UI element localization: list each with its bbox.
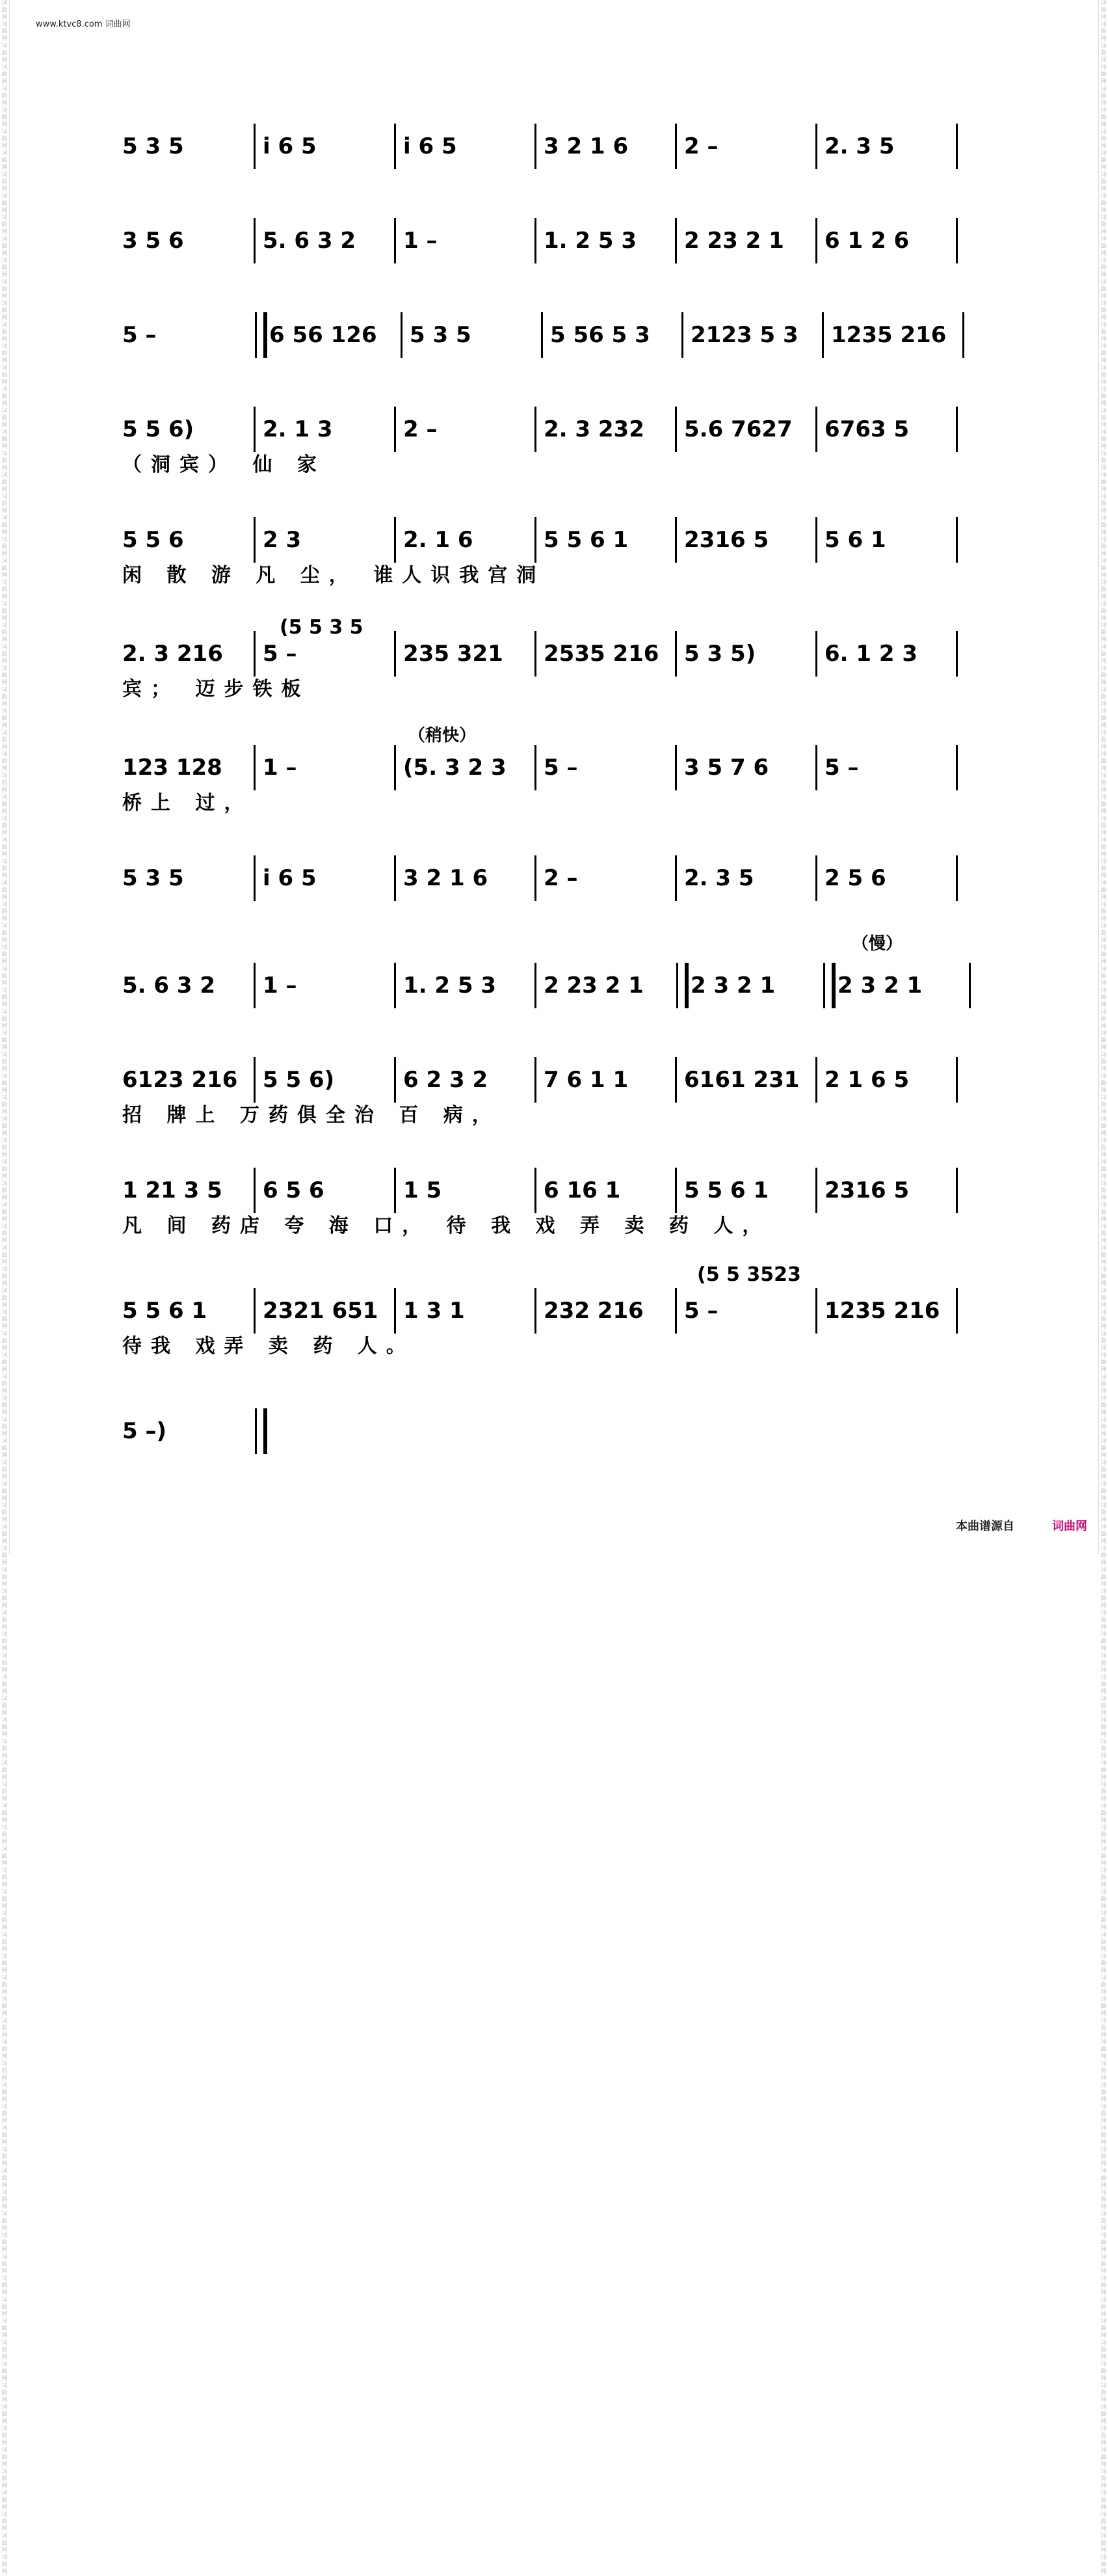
measure-notes: 2 1 6 5 [824,1067,910,1093]
barline [956,855,958,901]
measure-notes: 2. 3 5 [684,865,754,891]
barline [675,124,677,169]
barline [956,218,958,263]
barline [254,1288,256,1334]
measure-notes: 2. 1 3 [263,416,333,442]
barline [254,1168,256,1213]
measure-notes: 2 – [544,865,578,891]
staff-system [122,1418,974,1509]
barline [394,963,396,1008]
lyric-line: 招 牌上 万药俱全治 百 病， [122,1104,501,1127]
measure-notes: 1 – [263,755,297,781]
measure-notes: 2 – [403,416,438,442]
measure-notes: (5. 3 2 3 [403,755,507,781]
intro-annotation-b: (5 5 3523 [697,1263,801,1286]
barline [541,312,543,358]
barline [956,1288,958,1334]
measure-notes: 2 3 2 1 [691,973,776,999]
barline [956,407,958,452]
barline [675,1288,677,1334]
measure-notes: 2123 5 3 [691,322,798,348]
barline [534,631,536,677]
measure-notes: 1235 216 [824,1298,940,1324]
barline [534,407,536,452]
measure-notes: 5 3 5 [410,322,471,348]
footer-brand-link[interactable]: 词曲网 [1052,1520,1087,1533]
measure-notes: i 6 5 [263,133,317,159]
measure-notes: 6 1 2 6 [824,228,910,254]
barline [534,745,536,790]
barline [815,745,817,790]
barline [534,855,536,901]
measure-notes: 1. 2 5 3 [544,228,637,254]
barline [254,517,256,563]
measure-notes: 5 –) [122,1418,167,1444]
barline [675,1168,677,1213]
barline [534,1288,536,1334]
barline [534,124,536,169]
measure-notes: 5.6 7627 [684,416,793,442]
staff-system [122,322,974,413]
barline [815,631,817,677]
measure-notes: 6123 216 [122,1067,238,1093]
barline [394,517,396,563]
lyric-line: 凡 间 药店 夸 海 口， 待 我 戏 弄 卖 药 人， [122,1214,771,1237]
staff-system [122,755,974,846]
measure-notes: 2. 3 232 [544,416,644,442]
barline [675,407,677,452]
barline [254,745,256,790]
site-url-text: www.ktvc8.com [36,20,103,29]
barline [254,1057,256,1103]
barline [675,218,677,263]
repeat-barline [823,963,836,1008]
measure-notes: 1 – [403,228,438,254]
measure-notes: 123 128 [122,755,222,781]
staff-system [122,133,974,224]
measure-notes: 6. 1 2 3 [824,641,918,667]
barline [394,1057,396,1103]
measure-notes: 5 – [122,322,157,348]
measure-notes: i 6 5 [403,133,457,159]
lyric-line: （洞宾） 仙 家 [122,453,326,476]
staff-system [122,641,974,732]
barline [815,1168,817,1213]
measure-notes: 3 2 1 6 [544,133,629,159]
measure-notes: i 6 5 [263,865,317,891]
staff-system [122,527,974,618]
barline [534,1057,536,1103]
measure-notes: 6 5 6 [263,1177,324,1203]
barline [675,631,677,677]
barline [394,745,396,790]
staff-system [122,416,974,507]
measure-notes: 2316 5 [684,527,769,553]
measure-notes: 1. 2 5 3 [403,973,497,999]
final-barline [255,1408,267,1454]
repeat-barline [255,312,267,358]
measure-notes: 2 23 2 1 [684,228,784,254]
measure-notes: 2316 5 [824,1177,910,1203]
measure-notes: 2 3 [263,527,302,553]
lyric-line: 宾； 迈步铁板 [122,678,310,701]
measure-notes: 2. 3 216 [122,641,223,667]
measure-notes: 2535 216 [544,641,659,667]
measure-notes: 5 – [684,1298,719,1324]
barline [956,1168,958,1213]
right-watermark-strip: 词曲网 词曲网 词曲网 词曲网 词曲网 词曲网 词曲网 词曲网 词曲网 词曲网 词曲网 词曲网 词曲网 词曲网 词曲网 词曲网 词曲网 词曲网 词曲网 词曲网 词曲网 词曲网 词曲网 词曲网 词曲网 词曲网 词曲网 词曲网 词曲网 词曲网 词曲网 词曲网 词曲网 词曲网 词曲网 词曲网 词曲网 词曲网 词曲网 词曲网 词曲网 词曲网 词曲网 词曲网 词曲网 词曲网 词曲网 词曲网 词曲网 词曲网 词曲网 词曲网 词曲网 词曲网 词曲网 词曲网 词曲网 词曲网 词曲网 词曲网 词曲网 词曲网 词曲网 词曲网 词曲网 词曲网 词曲网 词曲网 词曲网 词曲网 词曲网 词曲网 词曲网 词曲网 词曲网 词曲网 词曲网 词曲网 词曲网 词曲网 词曲网 词曲网 词曲网 词曲网 词曲网 词曲网 词曲网 词曲网 词曲网 词曲网 词曲网 词曲网 词曲网 词曲网 词曲网 词曲网 词曲网 词曲网 词曲网 词曲网 词曲网 词曲网 词曲网 词曲网 词曲网 词曲网 词曲网 词曲网 词曲网 词曲网 词曲网 词曲网 词曲网 词曲网 词曲网 词曲网 词曲网 词曲网 词曲网 词曲网 [1098,0,1108,1554]
measure-notes: 5 5 6 1 [122,1298,207,1324]
measure-notes: 5 5 6 1 [684,1177,769,1203]
measure-notes: 3 5 7 6 [684,755,769,781]
measure-notes: 2. 3 5 [824,133,895,159]
barline [394,407,396,452]
barline [394,218,396,263]
staff-system [122,1298,974,1389]
intro-annotation-a: (5 5 3 5 [280,616,363,639]
barline [394,1288,396,1334]
repeat-barline [676,963,689,1008]
measure-notes: 232 216 [544,1298,644,1324]
staff-system [122,973,974,1064]
measure-notes: 5 3 5 [122,865,184,891]
footer-source-label: 本曲谱源自 [956,1520,1014,1533]
barline [254,407,256,452]
barline [675,745,677,790]
measure-notes: 3 5 6 [122,228,184,254]
measure-notes: 5 5 6 [122,527,184,553]
staff-system [122,1177,974,1268]
barline [534,218,536,263]
barline [815,855,817,901]
barline [534,1168,536,1213]
measure-notes: 6161 231 [684,1067,800,1093]
barline [815,407,817,452]
measure-notes: 5 – [824,755,859,781]
barline [254,124,256,169]
measure-notes: 5 56 5 3 [550,322,650,348]
site-name-text: 词曲网 [105,20,131,29]
measure-notes: 5 – [263,641,297,667]
measure-notes: 5 5 6) [263,1067,335,1093]
lyric-line: 桥上 过， [122,792,253,814]
barline [815,1057,817,1103]
measure-notes: 1235 216 [831,322,947,348]
barline [681,312,683,358]
lyric-line: 待我 戏弄 卖 药 人。 [122,1335,415,1358]
barline [815,517,817,563]
barline [675,517,677,563]
measure-notes: 235 321 [403,641,503,667]
measure-notes: 3 2 1 6 [403,865,488,891]
measure-notes: 1 21 3 5 [122,1177,222,1203]
barline [815,124,817,169]
measure-notes: 2 3 2 1 [838,973,923,999]
measure-notes: 5. 6 3 2 [263,228,356,254]
tempo-mark-slightly-faster: （稍快） [408,726,477,745]
barline [394,631,396,677]
barline [815,1288,817,1334]
barline [675,1057,677,1103]
staff-system [122,865,974,956]
measure-notes: 2321 651 [263,1298,378,1324]
barline [254,218,256,263]
measure-notes: 2 5 6 [824,865,886,891]
measure-notes: 1 3 1 [403,1298,465,1324]
barline [969,963,971,1008]
barline [254,855,256,901]
lyric-line: 闲 散 游 凡 尘， 谁人识我宫洞 [122,564,546,587]
measure-notes: 6763 5 [824,416,910,442]
measure-notes: 1 – [263,973,297,999]
measure-notes: 6 56 126 [269,322,377,348]
measure-notes: 6 16 1 [544,1177,621,1203]
barline [534,963,536,1008]
barline [962,312,964,358]
barline [815,218,817,263]
measure-notes: 5 3 5) [684,641,756,667]
measure-notes: 5 5 6 1 [544,527,629,553]
measure-notes: 5 – [544,755,578,781]
barline [394,124,396,169]
staff-system [122,228,974,319]
barline [394,855,396,901]
barline [956,745,958,790]
measure-notes: 5 6 1 [824,527,886,553]
barline [254,963,256,1008]
measure-notes: 2 – [684,133,719,159]
measure-notes: 5 3 5 [122,133,184,159]
measure-notes: 5 5 6) [122,416,194,442]
measure-notes: 2. 1 6 [403,527,473,553]
measure-notes: 6 2 3 2 [403,1067,488,1093]
measure-notes: 5. 6 3 2 [122,973,216,999]
barline [956,1057,958,1103]
barline [956,517,958,563]
tempo-mark-slow: （慢） [852,934,903,954]
barline [822,312,824,358]
barline [956,631,958,677]
barline [394,1168,396,1213]
barline [534,517,536,563]
staff-system [122,1067,974,1158]
measure-notes: 7 6 1 1 [544,1067,629,1093]
barline [675,855,677,901]
measure-notes: 1 5 [403,1177,442,1203]
measure-notes: 2 23 2 1 [544,973,644,999]
barline [956,124,958,169]
barline [401,312,402,358]
left-watermark-strip: 词曲网 词曲网 词曲网 词曲网 词曲网 词曲网 词曲网 词曲网 词曲网 词曲网 词曲网 词曲网 词曲网 词曲网 词曲网 词曲网 词曲网 词曲网 词曲网 词曲网 词曲网 词曲网 词曲网 词曲网 词曲网 词曲网 词曲网 词曲网 词曲网 词曲网 词曲网 词曲网 词曲网 词曲网 词曲网 词曲网 词曲网 词曲网 词曲网 词曲网 词曲网 词曲网 词曲网 词曲网 词曲网 词曲网 词曲网 词曲网 词曲网 词曲网 词曲网 词曲网 词曲网 词曲网 词曲网 词曲网 词曲网 词曲网 词曲网 词曲网 词曲网 词曲网 词曲网 词曲网 词曲网 词曲网 词曲网 词曲网 词曲网 词曲网 词曲网 词曲网 词曲网 词曲网 词曲网 词曲网 词曲网 词曲网 词曲网 词曲网 词曲网 词曲网 词曲网 词曲网 词曲网 词曲网 词曲网 词曲网 词曲网 词曲网 词曲网 词曲网 词曲网 词曲网 词曲网 词曲网 词曲网 词曲网 词曲网 词曲网 词曲网 词曲网 词曲网 词曲网 词曲网 词曲网 词曲网 词曲网 词曲网 词曲网 词曲网 词曲网 词曲网 词曲网 词曲网 词曲网 词曲网 词曲网 词曲网 词曲网 [0,0,10,1554]
barline [254,631,256,677]
